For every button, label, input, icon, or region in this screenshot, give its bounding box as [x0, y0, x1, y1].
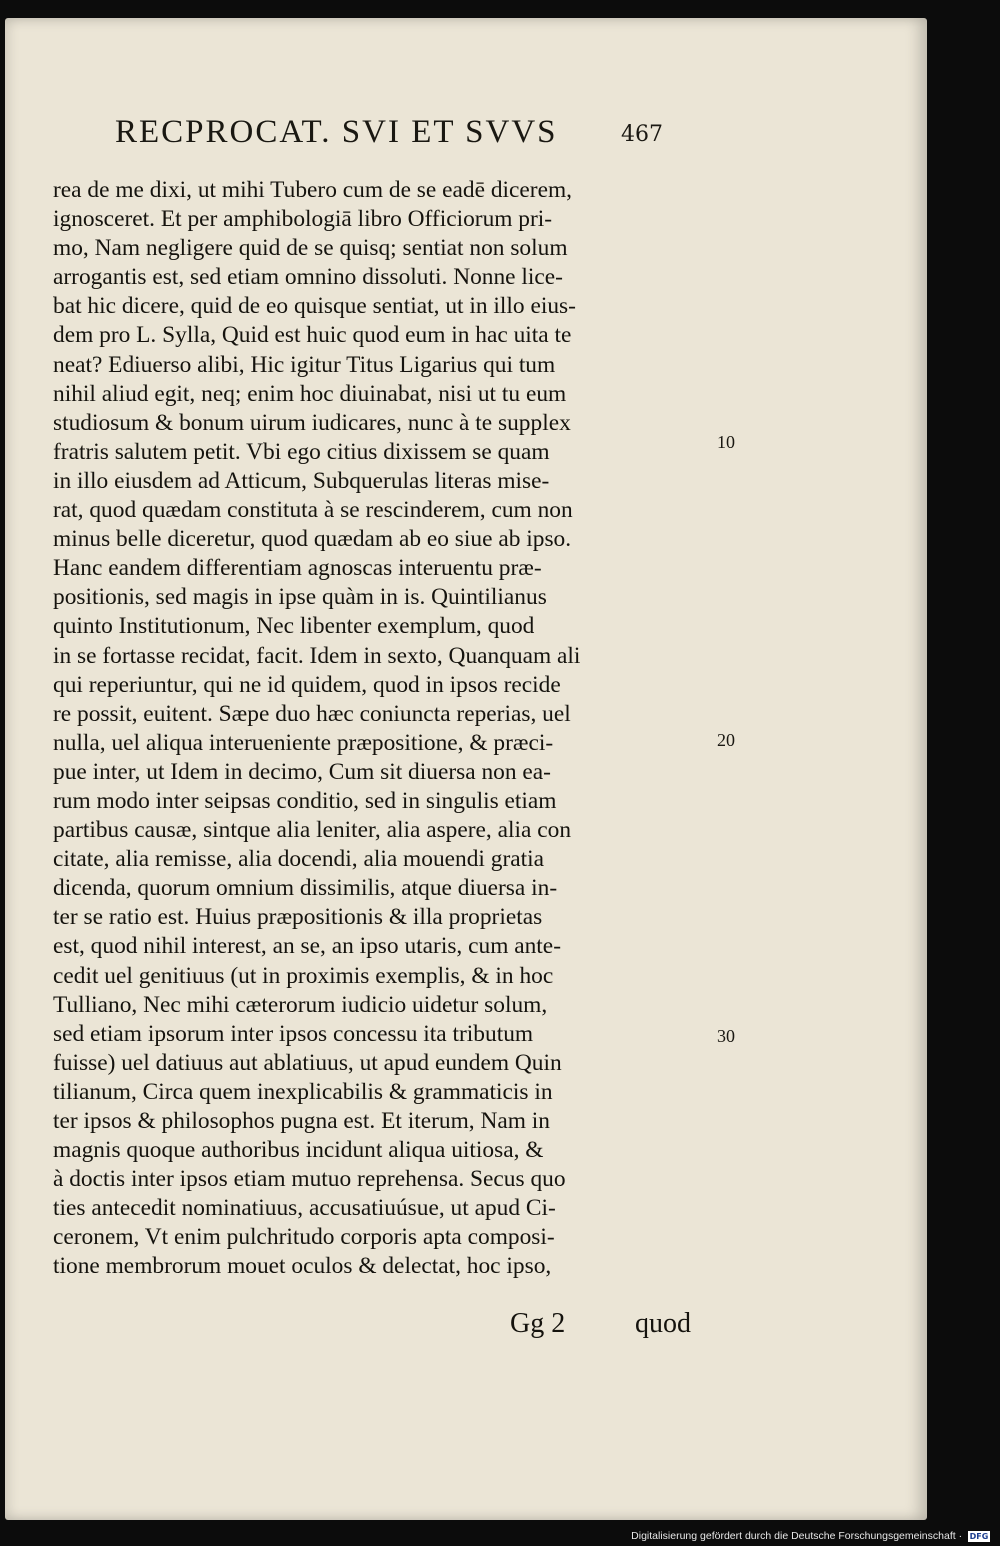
text-line: neat? Ediuerso alibi, Hic igitur Titus Ligarius qui tum	[53, 351, 556, 378]
digitization-credit	[631, 1530, 990, 1542]
book-page	[5, 18, 927, 1520]
text-line: cedit uel genitiuus (ut in proximis exemplis, & in hoc	[53, 962, 554, 989]
text-line: rum modo inter seipsas conditio, sed in singulis etiam	[53, 787, 557, 814]
text-line: fuisse) uel datiuus aut ablatiuus, ut apud eundem Quin	[53, 1049, 562, 1076]
text-line: dem pro L. Sylla, Quid est huic quod eum in hac uita te	[53, 322, 572, 349]
text-line: studiosum & bonum uirum iudicares, nunc à te supplex	[53, 409, 571, 436]
text-line: minus belle diceretur, quod quædam ab eo siue ab ipso.	[53, 526, 572, 553]
text-line: re possit, euitent. Sæpe duo hæc coniuncta reperias, uel	[53, 700, 571, 727]
text-line: ceronem, Vt enim pulchritudo corporis apta composi-	[53, 1224, 555, 1251]
text-line: in se fortasse recidat, facit. Idem in sexto, Quanquam ali	[53, 642, 581, 669]
text-line: tilianum, Circa quem inexplicabilis & grammaticis in	[53, 1078, 553, 1105]
page-number: 467	[621, 122, 663, 147]
text-line: à doctis inter ipsos etiam mutuo reprehensa. Secus quo	[53, 1166, 566, 1193]
signature-mark: Gg 2	[510, 1308, 566, 1339]
page-footer	[510, 1308, 710, 1348]
credit-text: Digitalisierung gefördert durch die Deutsche Forschungsgemeinschaft ·	[631, 1530, 963, 1542]
catchword: quod	[635, 1308, 691, 1339]
margin-line-number: 10	[717, 432, 735, 452]
text-line: rea de me dixi, ut mihi Tubero cum de se eadē dicerem,	[53, 177, 572, 203]
text-line: est, quod nihil interest, an se, an ipso utaris, cum ante-	[53, 933, 561, 960]
text-line: partibus causæ, sintque alia leniter, alia aspere, alia con	[53, 817, 572, 844]
text-line: ignosceret. Et per amphibologiā libro Officiorum pri-	[53, 206, 553, 233]
text-line: nihil aliud egit, neq; enim hoc diuinabat, nisi ut tu eum	[53, 380, 567, 407]
running-title: RECPROCAT. SVI ET SVVS	[115, 114, 558, 150]
text-line: magnis quoque authoribus incidunt aliqua uitiosa, &	[53, 1137, 544, 1164]
text-line: bat hic dicere, quid de eo quisque sentiat, ut in illo eius-	[53, 293, 576, 320]
text-line: ter se ratio est. Huius præpositionis & illa proprietas	[53, 904, 543, 931]
text-line: quinto Institutionum, Nec libenter exemplum, quod	[53, 613, 535, 640]
text-line: tione membrorum mouet oculos & delectat, hoc ipso,	[53, 1253, 552, 1280]
text-line: ties antecedit nominatiuus, accusatiuúsue, ut apud Ci-	[53, 1195, 556, 1222]
text-line: fratris salutem petit. Vbi ego citius dixissem se quam	[53, 438, 550, 465]
text-line: Tulliano, Nec mihi cæterorum iudicio uidetur solum,	[53, 991, 548, 1018]
text-line: citate, alia remisse, alia docendi, alia mouendi gratia	[53, 846, 544, 873]
text-line: positionis, sed magis in ipse quàm in is. Quintilianus	[53, 584, 547, 611]
text-line: mo, Nam negligere quid de se quisq; sentiat non solum	[53, 235, 568, 262]
body-text	[53, 176, 718, 1282]
text-line: pue inter, ut Idem in decimo, Cum sit diuersa non ea-	[53, 758, 551, 785]
text-line: arrogantis est, sed etiam omnino dissoluti. Nonne lice-	[53, 264, 563, 291]
dfg-logo-icon: DFG	[969, 1531, 989, 1541]
page-header	[115, 114, 715, 154]
text-line: sed etiam ipsorum inter ipsos concessu ita tributum	[53, 1020, 534, 1047]
text-line: nulla, uel aliqua interueniente præpositione, & præci-	[53, 729, 554, 756]
text-line: Hanc eandem differentiam agnoscas interuentu præ-	[53, 555, 542, 582]
text-line: rat, quod quædam constituta à se rescinderem, cum non	[53, 497, 573, 524]
text-line: ter ipsos & philosophos pugna est. Et iterum, Nam in	[53, 1108, 551, 1134]
text-line: in illo eiusdem ad Atticum, Subquerulas literas mise-	[53, 467, 550, 494]
margin-line-number: 20	[717, 730, 735, 750]
margin-line-number: 30	[717, 1026, 735, 1046]
text-line: qui reperiuntur, qui ne id quidem, quod in ipsos recide	[53, 671, 561, 698]
text-line: dicenda, quorum omnium dissimilis, atque diuersa in-	[53, 875, 558, 902]
